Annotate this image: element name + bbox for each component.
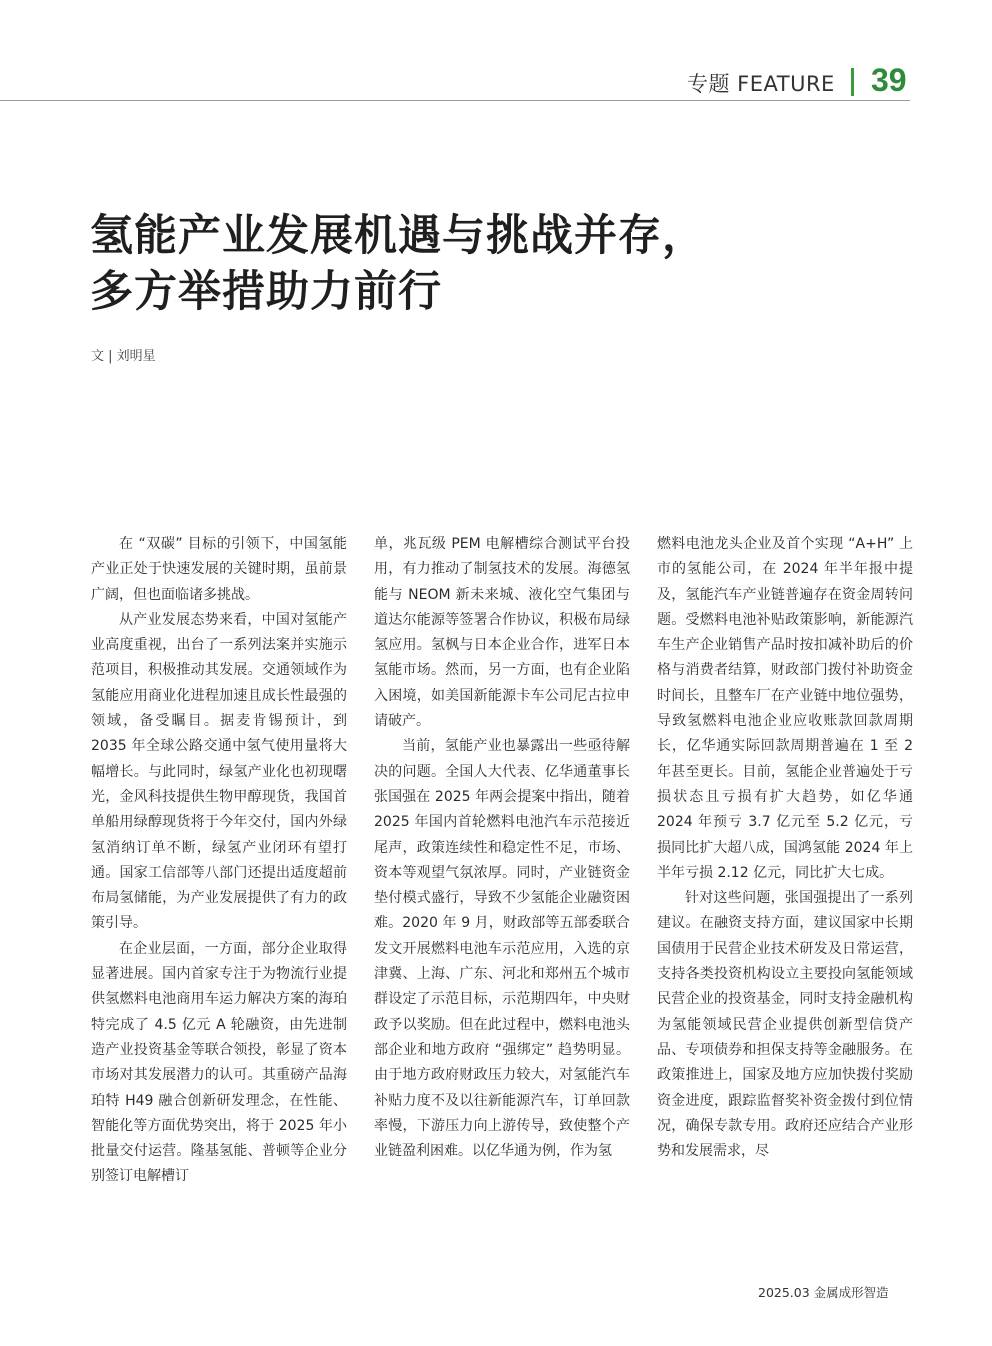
byline: 文 | 刘明星 [91, 349, 156, 364]
paragraph: 当前，氢能产业也暴露出一些亟待解决的问题。全国人大代表、亿华通董事长张国强在 2025 年两会提案中指出，随着 2025 年国内首轮燃料电池汽车示范接近尾声，政策连续性和稳定性不足，市场、资本等观望气氛浓厚。同时，产业链资金垫付模式盛行，导致不少氢能企业融资困难。2020 年 9 月，财政部等五部委联合发文开展燃料电池车示范应用，入选的京津冀、上海、广东、河北和郑州五个城市群设定了示范目标，示范期四年，中央财政予以奖励。但在此过程中，燃料电池头部企业和地方政府 “强绑定” 趋势明显。由于地方政府财政压力较大，对氢能汽车补贴力度不及以往新能源汽车，订单回款率慢，下游压力向上游传导，致使整个产业链盈利困难。以亿华通为例，作为氢 [374, 738, 630, 1160]
title-line-1: 氢能产业发展机遇与挑战并存， [90, 211, 706, 261]
paragraph: 单，兆瓦级 PEM 电解槽综合测试平台投用，有力推动了制氢技术的发展。海德氢能与 NEOM 新未来城、液化空气集团与道达尔能源等签署合作协议，积极布局绿氢应用。氢枫与日本企业合作，进军日本氢能市场。然而，另一方面，也有企业陷入困境，如美国新能源卡车公司尼古拉申请破产。 [374, 536, 630, 730]
paragraph: 针对这些问题，张国强提出了一系列建议。在融资支持方面，建议国家中长期国债用于民营企业技术研发及日常运营，支持各类投资机构设立主要投向氢能领域民营企业的投资基金，同时支持金融机构为氢能领域民营企业提供创新型信贷产品、专项债券和担保支持等金融服务。在政策推进上，国家及地方应加快拨付奖励资金进度，跟踪监督奖补资金拨付到位情况，确保专款专用。政府还应结合产业形势和发展需求，尽 [657, 890, 913, 1160]
paragraph: 燃料电池龙头企业及首个实现 “A+H” 上市的氢能公司，在 2024 年半年报中提及，氢能汽车产业链普遍存在资金周转问题。受燃料电池补贴政策影响，新能源汽车生产企业销售产品时按扣减补助后的价格与消费者结算，财政部门拨付补助资金时间长，且整车厂在产业链中地位强势，导致氢燃料电池企业应收账款回款周期长，亿华通实际回款周期普遍在 1 至 2 年甚至更长。目前，氢能企业普遍处于亏损状态且亏损有扩大趋势，如亿华通 2024 年预亏 3.7 亿元至 5.2 亿元，亏损同比扩大超八成，国鸿氢能 2024 年上半年亏损 2.12 亿元，同比扩大七成。 [657, 536, 913, 881]
title-line-2: 多方举措助力前行 [90, 267, 442, 317]
text-column-3 [657, 532, 913, 1164]
page-number: 39 [871, 62, 907, 98]
header-rule [0, 100, 910, 101]
section-label: 专题 FEATURE [687, 72, 835, 96]
header-divider [851, 68, 854, 96]
text-column-2 [374, 532, 630, 1164]
page-footer: 2025.03 金属成形智造 [758, 1285, 889, 1300]
paragraph: 在 “双碳” 目标的引领下，中国氢能产业正处于快速发展的关键时期，虽前景广阔，但也面临诸多挑战。 [91, 536, 347, 603]
paragraph: 从产业发展态势来看，中国对氢能产业高度重视，出台了一系列法案并实施示范项目，积极推动其发展。交通领域作为氢能应用商业化进程加速且成长性最强的领域，备受瞩目。据麦肯锡预计，到 2035 年全球公路交通中氢气使用量将大幅增长。与此同时，绿氢产业化也初现曙光，金风科技提供生物甲醇现货，我国首单船用绿醇现货将于今年交付，国内外绿氢消纳订单不断，绿氢产业闭环有望打通。国家工信部等八部门还提出适度超前布局氢储能，为产业发展提供了有力的政策引导。 [91, 611, 347, 932]
paragraph: 在企业层面，一方面，部分企业取得显著进展。国内首家专注于为物流行业提供氢燃料电池商用车运力解决方案的海珀特完成了 4.5 亿元 A 轮融资，由先进制造产业投资基金等联合领投，彰显了资本市场对其发展潜力的认可。其重磅产品海珀特 H49 融合创新研发理念，在性能、智能化等方面优势突出，将于 2025 年小批量交付运营。隆基氢能、普顿等企业分别签订电解槽订 [91, 940, 347, 1185]
text-column-1 [91, 532, 347, 1190]
article-title [90, 208, 706, 320]
